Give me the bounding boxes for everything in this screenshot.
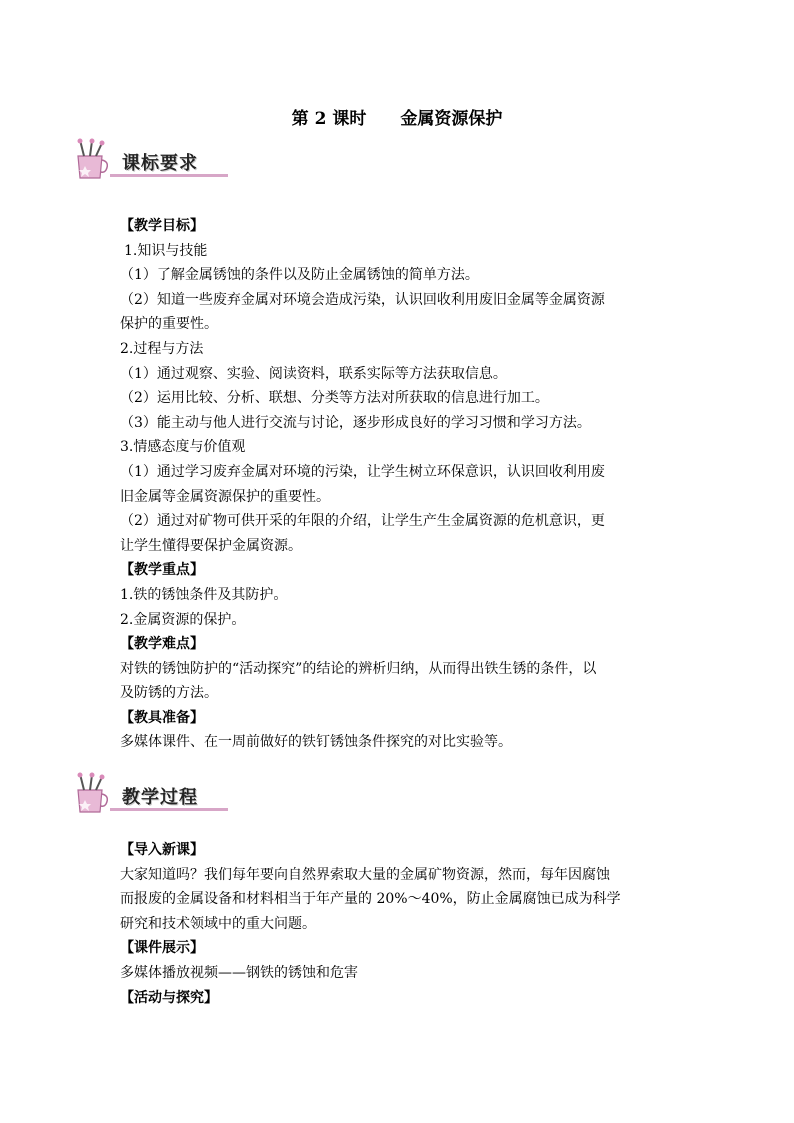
process-banner-label: 教学过程: [122, 787, 198, 808]
text-line: （1）通过学习废弃金属对环境的污染，让学生树立环保意识，认识回收利用废: [120, 463, 605, 480]
text-line: 让学生懂得要保护金属资源。: [120, 537, 302, 554]
text-line: 1.知识与技能: [124, 242, 208, 259]
text-line: （3）能主动与他人进行交流与讨论，逐步形成良好的学习习惯和学习方法。: [120, 414, 591, 431]
page-title: [0, 104, 794, 129]
section-heading: 【导入新课】: [120, 842, 204, 858]
text-line: （2）运用比较、分析、联想、分类等方法对所获取的信息进行加工。: [120, 390, 549, 407]
standards-banner-label: 课标要求: [122, 153, 198, 174]
text-line: 1.铁的锈蚀条件及其防护。: [120, 586, 288, 603]
section-heading: 【教具准备】: [120, 709, 204, 726]
text-line: 保护的重要性。: [120, 316, 218, 333]
section-heading: 【教学重点】: [120, 562, 204, 579]
process-banner: [72, 772, 230, 816]
text-line: 3.情感态度与价值观: [120, 439, 246, 456]
text-line: 2.金属资源的保护。: [120, 611, 246, 628]
text-line: 及防锈的方法。: [120, 685, 218, 702]
text-line: （2）通过对矿物可供开采的年限的介绍，让学生产生金属资源的危机意识，更: [120, 513, 605, 530]
text-line: 对铁的锈蚀防护的“活动探究”的结论的辨析归纳，从而得出铁生锈的条件，以: [120, 660, 597, 677]
text-line: 多媒体课件、在一周前做好的铁钉锈蚀条件探究的对比实验等。: [120, 734, 512, 751]
lesson-number: 第 2 课时: [291, 109, 367, 129]
text-line: （2）知道一些废弃金属对环境会造成污染，认识回收利用废旧金属等金属资源: [120, 291, 605, 308]
standards-banner: [72, 138, 230, 182]
process-section: [120, 838, 680, 1010]
pencil-cup-icon: [72, 138, 116, 182]
section-heading: 【课件展示】: [120, 940, 204, 957]
text-line: 研究和技术领域中的重大问题。: [120, 915, 316, 932]
section-heading: 【活动与探究】: [120, 989, 218, 1006]
text-line: 多媒体播放视频——钢铁的锈蚀和危害: [120, 964, 358, 981]
pencil-cup-icon: [72, 772, 116, 816]
text-line: 旧金属等金属资源保护的重要性。: [120, 488, 330, 505]
text-line: （1）了解金属锈蚀的条件以及防止金属锈蚀的简单方法。: [120, 267, 479, 284]
standards-section: [120, 214, 680, 755]
lesson-topic: 金属资源保护: [400, 109, 503, 129]
text-line: （1）通过观察、实验、阅读资料，联系实际等方法获取信息。: [120, 365, 507, 382]
text-line: 大家知道吗？我们每年要向自然界索取大量的金属矿物资源，然而，每年因腐蚀: [120, 866, 610, 883]
text-line: 而报废的金属设备和材料相当于年产量的 20%～40%，防止金属腐蚀已成为科学: [120, 891, 621, 908]
section-heading: 【教学难点】: [120, 636, 204, 653]
section-heading: 【教学目标】: [120, 218, 204, 234]
text-line: 2.过程与方法: [120, 340, 204, 357]
